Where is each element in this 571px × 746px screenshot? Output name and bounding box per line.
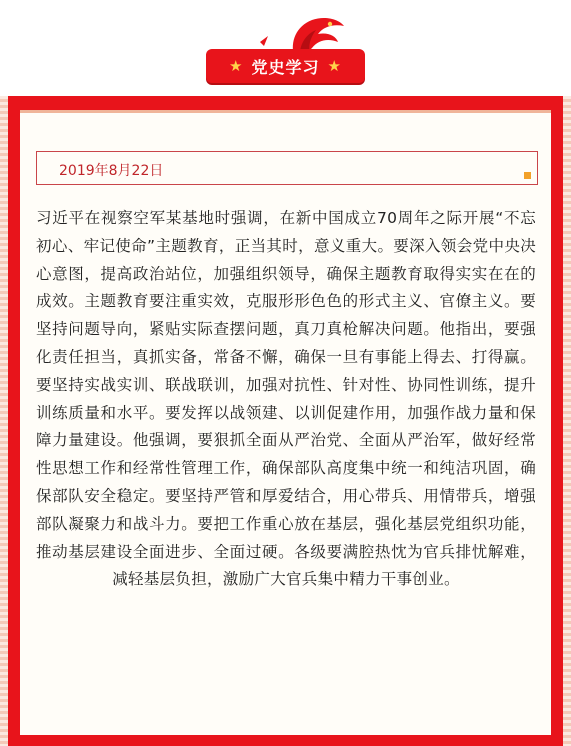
- date-box: [36, 151, 538, 185]
- decorative-stripe-border: [0, 96, 8, 746]
- article-body: 习近平在视察空军某基地时强调，在新中国成立70周年之际开展“不忘初心、牢记使命”主题教育，正当其时，意义重大。要深入领会党中央决心意图，提高政治站位，加强组织领导，确保主题教育取得实实在在的成效。主题教育要注重实效，克服形形色色的形式主义、官僚主义。要坚持问题导向，紧贴实际查摆问题，真刀真枪解决问题。他指出，要强化责任担当，真抓实备，常备不懈，确保一旦有事能上得去、打得赢。要坚持实战实训、联战联训，加强对抗性、针对性、协同性训练，提升训练质量和水平。要发挥以战领建、以训促建作用，加强作战力量和保障力量建设。他强调，要狠抓全面从严治党、全面从严治军，做好经常性思想工作和经常性管理工作，确保部队高度集中统一和纯洁巩固，确保部队安全稳定。要坚持严管和厚爱结合，用心带兵、用情带兵，增强部队凝聚力和战斗力。要把工作重心放在基层，强化基层党组织功能，推动基层建设全面进步、全面过硬。各级要满腔热忱为官兵排忧解难，减轻基层负担，激励广大官兵集中精力干事创业。: [36, 209, 536, 589]
- star-icon: ★: [327, 56, 342, 75]
- star-icon: ★: [229, 56, 244, 75]
- section-title: 党史学习: [251, 57, 320, 77]
- corner-square-icon: [524, 172, 531, 179]
- decorative-stripe-border: [563, 96, 571, 746]
- article-date: 2019年8月22日: [59, 163, 164, 179]
- section-title-banner: [206, 49, 365, 83]
